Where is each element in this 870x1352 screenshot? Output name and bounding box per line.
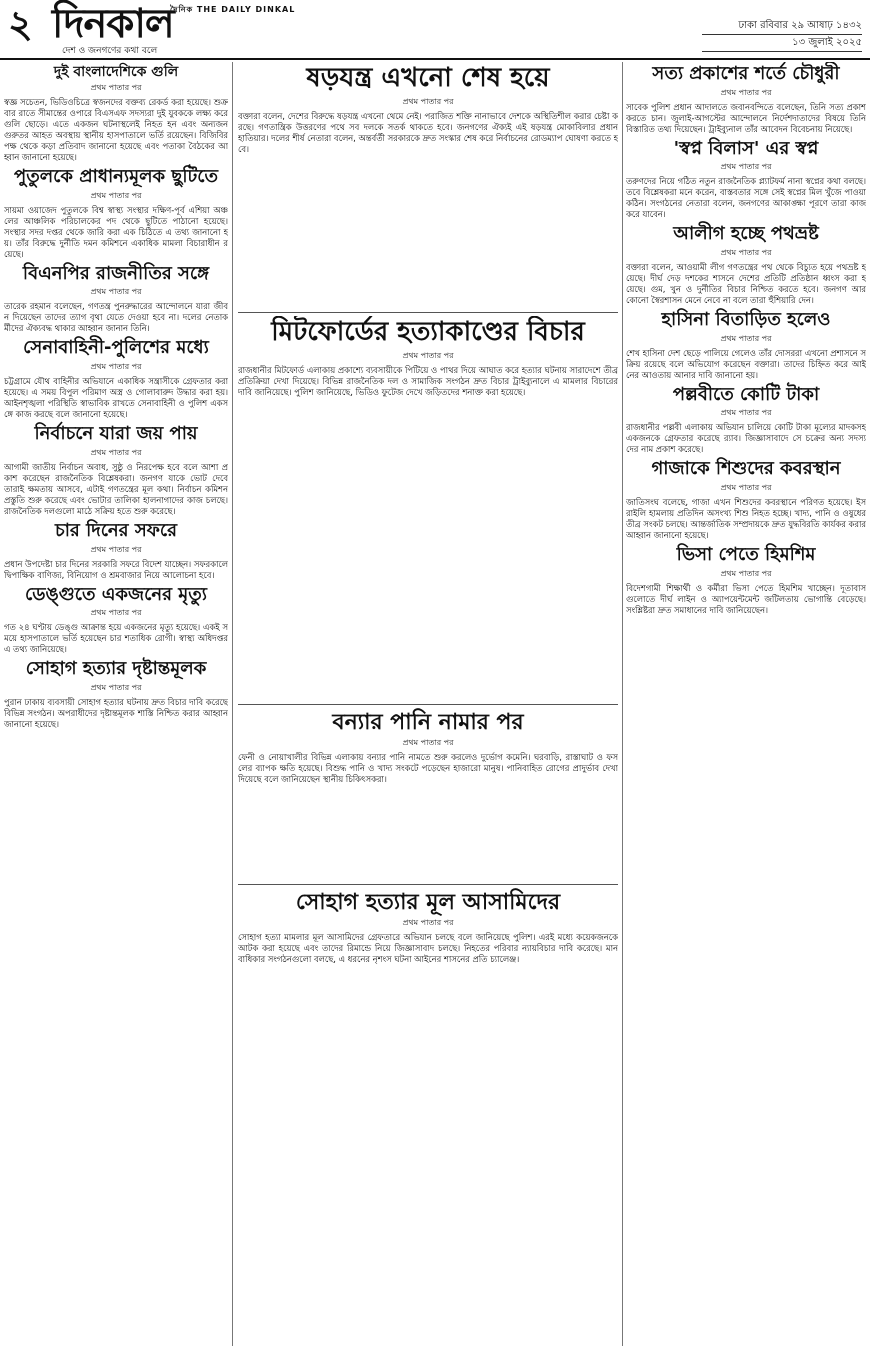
headline: সেনাবাহিনী-পুলিশের মধ্যে bbox=[23, 337, 209, 359]
story-s15 bbox=[626, 224, 866, 306]
story-text: তরুণদের নিয়ে গঠিত নতুন রাজনৈতিক প্ল্যাটফর্ম নানা স্বপ্নের কথা বলছে। তবে বিশ্লেষকরা মনে করেন, বাস্তবতার সঙ্গে সেই স্বপ্নের মিল খুঁজে পাওয়া কঠিন। সংগঠনের নেতারা বলেন, জনগণের আকাঙ্ক্ষা পূরণে তারা কাজ করে যাবেন। bbox=[626, 176, 866, 220]
story-text: আগামী জাতীয় নির্বাচন অবাধ, সুষ্ঠু ও নিরপেক্ষ হবে বলে আশা প্রকাশ করেছেন রাজনৈতিক বিশ্লেষকরা। জনগণ যাকে ভোট দেবে তারাই ক্ষমতায় আসবে, এটাই গণতন্ত্রের মূল কথা। নির্বাচন কমিশন প্রস্তুতি শুরু করেছে এবং ভোটার তালিকা হালনাগাদের কাজ চলছে। রাজনৈতিক দলগুলো মাঠে সক্রিয় হতে শুরু করেছে। bbox=[4, 461, 228, 516]
story-text: চট্টগ্রামে যৌথ বাহিনীর অভিযানে একাধিক সন্ত্রাসীকে গ্রেফতার করা হয়েছে। এ সময় বিপুল পরিমাণ অস্ত্র ও গোলাবারুদ উদ্ধার করা হয়। আইনশৃঙ্খলা পরিস্থিতি স্বাভাবিক রাখতে সেনাবাহিনী ও পুলিশ একসঙ্গে কাজ করছে বলে জানানো হয়েছে। bbox=[4, 376, 228, 420]
section-rule bbox=[238, 704, 618, 705]
story-text: সায়মা ওয়াজেদ পুতুলকে বিশ্ব স্বাস্থ্য সংস্থার দক্ষিণ-পূর্ব এশিয়া অঞ্চলের আঞ্চলিক পরিচালকের পদ থেকে ছুটিতে পাঠানো হয়েছে। সংস্থার সদর দপ্তর থেকে জারি করা এক চিঠিতে এ তথ্য জানানো হয়। তাঁর বিরুদ্ধে দুর্নীতি দমন কমিশনে একাধিক মামলা বিচারাধীন রয়েছে। bbox=[4, 204, 228, 259]
continuation-note: প্রথম পাতার পর bbox=[90, 544, 142, 554]
story-s19 bbox=[626, 545, 866, 616]
story-s7 bbox=[4, 585, 228, 656]
continuation-note: প্রথম পাতার পর bbox=[90, 287, 142, 297]
daily-label: দৈনিক THE DAILY DINKAL bbox=[170, 5, 296, 14]
headline: ষড়যন্ত্র এখনো শেষ হয়ে bbox=[306, 63, 550, 93]
story-s1 bbox=[4, 64, 228, 163]
right-column bbox=[626, 62, 866, 1346]
story-text: জাতিসংঘ বলেছে, গাজা এখন শিশুদের কবরস্থানে পরিণত হয়েছে। ইসরাইলি হামলায় প্রতিদিন অসংখ্য শিশু নিহত হচ্ছে। খাদ্য, পানি ও ওষুধের তীব্র সংকট চলছে। আন্তর্জাতিক সম্প্রদায়কে দ্রুত যুদ্ধবিরতি কার্যকর করার আহ্বান জানানো হয়েছে। bbox=[626, 497, 866, 541]
date-bangla: ঢাকা রবিবার ২৯ আষাঢ় ১৪৩২ bbox=[702, 18, 862, 35]
headline: সোহাগ হত্যার মূল আসামিদের bbox=[295, 890, 561, 915]
page-number: ২ bbox=[8, 2, 33, 46]
headline: পুতুলকে প্রাধান্যমূলক ছুটিতে bbox=[13, 166, 219, 188]
headline: বিএনপির রাজনীতির সঙ্গে bbox=[22, 262, 210, 284]
story-s10 bbox=[238, 316, 618, 702]
continuation-note: প্রথম পাতার পর bbox=[720, 333, 772, 343]
story-s17 bbox=[626, 385, 866, 456]
story-text: সোহাগ হত্যা মামলার মূল আসামিদের গ্রেফতারে অভিযান চলছে বলে জানিয়েছে পুলিশ। এরই মধ্যে কয়েকজনকে আটক করা হয়েছে এবং তাদের রিমান্ডে নিয়ে জিজ্ঞাসাবাদ চলছে। নিহতের পরিবার ন্যায়বিচার দাবি করেছে। মানবাধিকার সংগঠনগুলো বলছে, এ ধরনের নৃশংস ঘটনা আইনের শাসনের প্রতি চ্যালেঞ্জ। bbox=[238, 932, 618, 965]
masthead bbox=[0, 0, 870, 60]
headline: ডেঙ্গুতে একজনের মৃত্যু bbox=[25, 583, 207, 605]
continuation-note: প্রথম পাতার পর bbox=[720, 87, 772, 97]
continuation-note: প্রথম পাতার পর bbox=[402, 738, 454, 748]
slogan: দেশ ও জনগণের কথা বলে bbox=[62, 46, 158, 56]
headline: বন্যার পানি নামার পর bbox=[332, 710, 524, 735]
headline: দুই বাংলাদেশিকে গুলি bbox=[53, 64, 179, 80]
continuation-note: প্রথম পাতার পর bbox=[720, 408, 772, 418]
headline: 'স্বপ্ন বিলাস' এর স্বপ্ন bbox=[673, 137, 819, 159]
headline: মিটফোর্ডের হত্যাকাণ্ডের বিচার bbox=[271, 317, 585, 347]
newspaper-logo: দিনকাল bbox=[52, 1, 174, 47]
headline: সোহাগ হত্যার দৃষ্টান্তমূলক bbox=[25, 658, 207, 680]
story-s5 bbox=[4, 424, 228, 517]
story-text: গত ২৪ ঘণ্টায় ডেঙ্গু আক্রান্ত হয়ে একজনের মৃত্যু হয়েছে। একই সময়ে হাসপাতালে ভর্তি হয়েছেন চার শতাধিক রোগী। স্বাস্থ্য অধিদপ্তর এ তথ্য জানিয়েছে। bbox=[4, 622, 228, 655]
continuation-note: প্রথম পাতার পর bbox=[402, 96, 454, 106]
story-s8 bbox=[4, 659, 228, 730]
story-s4 bbox=[4, 338, 228, 420]
section-rule bbox=[238, 312, 618, 313]
story-text: রাজধানীর মিটফোর্ড এলাকায় প্রকাশ্যে ব্যবসায়ীকে পিটিয়ে ও পাথর দিয়ে আঘাত করে হত্যার ঘটনায় সারাদেশে তীব্র প্রতিক্রিয়া দেখা দিয়েছে। বিভিন্ন রাজনৈতিক দল ও সামাজিক সংগঠন দ্রুত বিচার ট্রাইব্যুনালে এ মামলার বিচারের দাবি জানিয়েছে। পুলিশ জানিয়েছে, ভিডিও ফুটেজ দেখে জড়িতদের শনাক্ত করা হয়েছে। bbox=[238, 364, 618, 397]
story-s14 bbox=[626, 139, 866, 221]
story-s13 bbox=[626, 64, 866, 135]
continuation-note: প্রথম পাতার পর bbox=[402, 350, 454, 360]
story-s12 bbox=[238, 888, 618, 1346]
headline: আলীগ হচ্ছে পথভ্রষ্ট bbox=[673, 223, 819, 245]
continuation-note: প্রথম পাতার পর bbox=[90, 682, 142, 692]
headline: হাসিনা বিতাড়িত হলেও bbox=[661, 309, 831, 331]
date-english: ১৩ জুলাই ২০২৫ bbox=[702, 35, 862, 52]
continuation-note: প্রথম পাতার পর bbox=[402, 918, 454, 928]
story-s18 bbox=[626, 459, 866, 541]
story-s6 bbox=[4, 521, 228, 581]
story-s2 bbox=[4, 167, 228, 260]
story-text: বিদেশগামী শিক্ষার্থী ও কর্মীরা ভিসা পেতে হিমশিম খাচ্ছেন। দূতাবাসগুলোতে দীর্ঘ লাইন ও অ্যাপয়েন্টমেন্ট জটিলতায় ভোগান্তি বেড়েছে। সংশ্লিষ্টরা দ্রুত সমাধানের দাবি জানিয়েছেন। bbox=[626, 582, 866, 615]
story-text: প্রধান উপদেষ্টা চার দিনের সরকারি সফরে বিদেশ যাচ্ছেন। সফরকালে দ্বিপাক্ষিক বাণিজ্য, বিনিয়োগ ও শ্রমবাজার নিয়ে আলোচনা হবে। bbox=[4, 558, 228, 580]
headline: চার দিনের সফরে bbox=[54, 519, 178, 541]
headline: সত্য প্রকাশের শর্তে চৌধুরী bbox=[652, 63, 840, 84]
headline: পল্লবীতে কোটি টাকা bbox=[672, 383, 820, 405]
continuation-note: প্রথম পাতার পর bbox=[90, 447, 142, 457]
story-s11 bbox=[238, 708, 618, 882]
section-rule bbox=[238, 884, 618, 885]
story-text: স্বজ্ঞ সচেতন, ভিডিওচিত্রে স্বজনদের বক্তব্য রেকর্ড করা হয়েছে। শুক্রবার রাতে সীমান্তের ওপারে বিএসএফ সদস্যরা দুই যুবককে লক্ষ্য করে গুলি ছোড়ে। এতে একজন ঘটনাস্থলেই নিহত হন এবং অন্যজন গুরুতর আহত অবস্থায় স্থানীয় হাসপাতালে ভর্তি রয়েছেন। বিজিবির পক্ষ থেকে কড়া প্রতিবাদ জানানো হয়েছে এবং পতাকা বৈঠকের আহ্বান জানানো হয়েছে। bbox=[4, 97, 228, 163]
continuation-note: প্রথম পাতার পর bbox=[720, 483, 772, 493]
story-s9 bbox=[238, 62, 618, 312]
continuation-note: প্রথম পাতার পর bbox=[90, 83, 142, 93]
column-rule bbox=[622, 62, 623, 1346]
story-s16 bbox=[626, 310, 866, 381]
headline: নির্বাচনে যারা জয় পায় bbox=[34, 423, 198, 445]
story-text: সাবেক পুলিশ প্রধান আদালতে জবানবন্দিতে বলেছেন, তিনি সত্য প্রকাশ করতে চান। জুলাই-আগস্টের আন্দোলনে নির্দেশদাতাদের বিষয়ে তিনি বিস্তারিত তথ্য দিয়েছেন। ট্রাইব্যুনাল তাঁর আবেদন বিবেচনায় নিয়েছে। bbox=[626, 101, 866, 134]
continuation-note: প্রথম পাতার পর bbox=[90, 190, 142, 200]
story-text: তারেক রহমান বলেছেন, গণতন্ত্র পুনরুদ্ধারের আন্দোলনে যারা জীবন দিয়েছেন তাদের ত্যাগ বৃথা যেতে দেওয়া হবে না। দলের নেতাকর্মীদের ঐক্যবদ্ধ থাকার আহ্বান জানান তিনি। bbox=[4, 301, 228, 334]
column-rule bbox=[232, 62, 233, 1346]
issue-date bbox=[702, 18, 862, 52]
story-text: পুরান ঢাকায় ব্যবসায়ী সোহাগ হত্যার ঘটনায় দ্রুত বিচার দাবি করেছে বিভিন্ন সংগঠন। অপরাধীদের দৃষ্টান্তমূলক শাস্তি নিশ্চিত করার আহ্বান জানানো হয়েছে। bbox=[4, 696, 228, 729]
story-text: ফেনী ও নোয়াখালীর বিভিন্ন এলাকায় বন্যার পানি নামতে শুরু করলেও দুর্ভোগ কমেনি। ঘরবাড়ি, রাস্তাঘাট ও ফসলের ব্যাপক ক্ষতি হয়েছে। বিশুদ্ধ পানি ও খাদ্য সংকটে পড়েছেন হাজারো মানুষ। পানিবাহিত রোগের প্রাদুর্ভাব দেখা দিয়েছে বলে জানিয়েছেন স্থানীয় চিকিৎসকরা। bbox=[238, 752, 618, 785]
continuation-note: প্রথম পাতার পর bbox=[720, 248, 772, 258]
story-text: বক্তারা বলেন, আওয়ামী লীগ গণতন্ত্রের পথ থেকে বিচ্যুত হয়ে পথভ্রষ্ট হয়েছে। দীর্ঘ দেড় দশকের শাসনে দেশের প্রতিটি প্রতিষ্ঠান ধ্বংস করা হয়েছে। গুম, খুন ও দুর্নীতির বিচার নিশ্চিত করতে হবে। জনগণ আর কোনো স্বৈরশাসন মেনে নেবে না বলে তারা হুঁশিয়ারি দেন। bbox=[626, 262, 866, 306]
continuation-note: প্রথম পাতার পর bbox=[90, 362, 142, 372]
story-text: শেখ হাসিনা দেশ ছেড়ে পালিয়ে গেলেও তাঁর দোসররা এখনো প্রশাসনে সক্রিয় রয়েছে বলে অভিযোগ করেছেন বক্তারা। তাদের চিহ্নিত করে আইনের আওতায় আনার দাবি জানানো হয়। bbox=[626, 347, 866, 380]
continuation-note: প্রথম পাতার পর bbox=[720, 162, 772, 172]
continuation-note: প্রথম পাতার পর bbox=[90, 608, 142, 618]
story-text: রাজধানীর পল্লবী এলাকায় অভিযান চালিয়ে কোটি টাকা মূল্যের মাদকসহ একজনকে গ্রেফতার করেছে র‍্যাব। জিজ্ঞাসাবাদে সে চক্রের অন্য সদস্যদের নাম প্রকাশ করেছে। bbox=[626, 422, 866, 455]
headline: গাজাকে শিশুদের কবরস্থান bbox=[651, 458, 841, 480]
headline: ভিসা পেতে হিমশিম bbox=[676, 544, 816, 566]
left-column bbox=[4, 62, 228, 1346]
continuation-note: প্রথম পাতার পর bbox=[720, 568, 772, 578]
story-text: বক্তারা বলেন, দেশের বিরুদ্ধে ষড়যন্ত্র এখনো থেমে নেই। পরাজিত শক্তি নানাভাবে দেশকে অস্থিতিশীল করার চেষ্টা করছে। গণতান্ত্রিক উত্তরণের পথে সব দলকে সতর্ক থাকতে হবে। জনগণের ঐক্যই এই ষড়যন্ত্র মোকাবিলার প্রধান হাতিয়ার। দলের শীর্ষ নেতারা বলেন, অন্তর্বর্তী সরকারকে দ্রুত সংস্কার শেষ করে নির্বাচনের রোডম্যাপ ঘোষণা করতে হবে। bbox=[238, 110, 618, 154]
story-s3 bbox=[4, 264, 228, 335]
